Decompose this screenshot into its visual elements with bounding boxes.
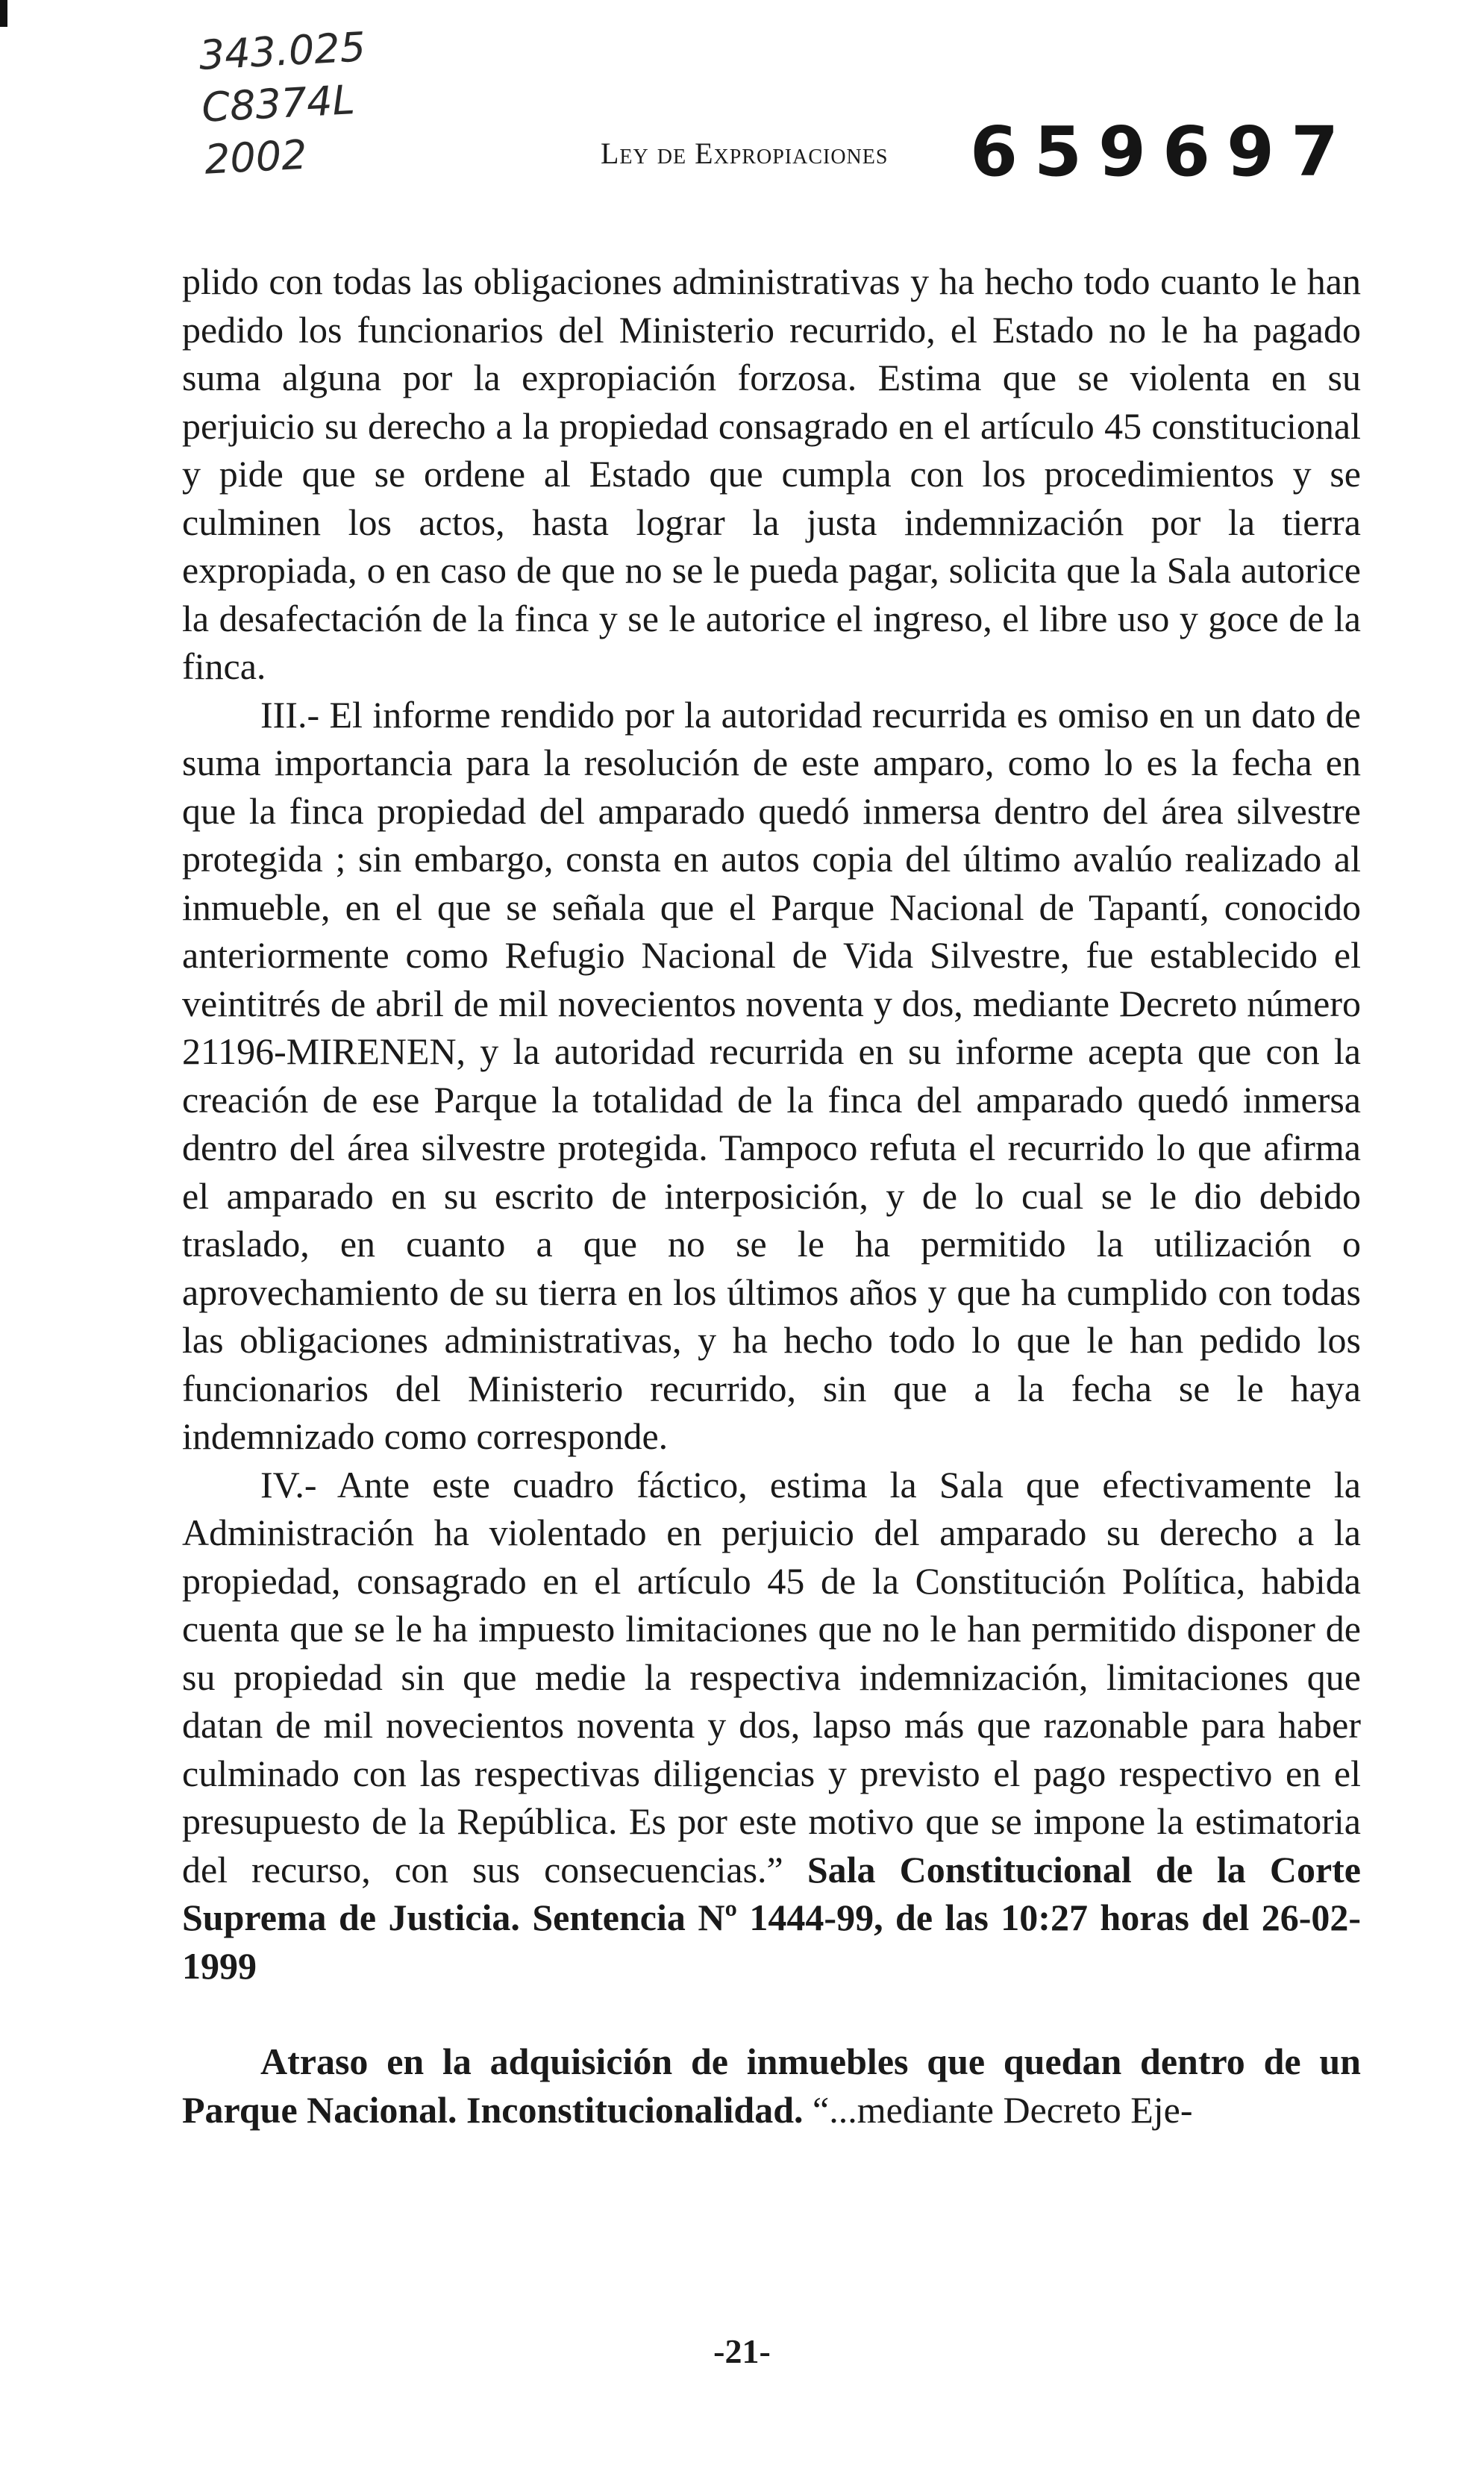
page-number: -21- xyxy=(713,2332,771,2370)
paragraph xyxy=(182,1461,1361,1991)
paragraph: III.- El informe rendido por la autoridad recurrida es omiso en un dato de suma importancia para la resolución de este amparo, como lo es la fecha en que la finca propiedad del amparado quedó inmersa dentro del área silvestre protegida ; sin embargo, consta en autos copia del último avalúo realizado al inmueble, en el que se señala que el Parque Nacional de Tapantí, conocido anteriormente como Refugio Nacional de Vida Silvestre, fue establecido el veintitrés de abril de mil novecientos noventa y dos, mediante Decreto número 21196-MIRENEN, y la autoridad recurrida en su informe acepta que con la creación de ese Parque la totalidad de la finca del amparado quedó inmersa dentro del área silvestre protegida. Tampoco refuta el recurrido lo que afirma el amparado en su escrito de interposición, y de lo cual se le dio debido traslado, en cuanto a que no se le ha permitido la utilización o aprovechamiento de su tierra en los últimos años y que ha cumplido con todas las obligaciones administrativas, y ha hecho todo lo que le han pedido los funcionarios del Ministerio recurrido, sin que a la fecha se le haya indemnizado como corresponde. xyxy=(182,693,1361,1457)
handwritten-line: 2002 xyxy=(203,131,309,184)
page-edge-mark xyxy=(0,0,7,27)
handwritten-call-number xyxy=(198,21,372,186)
paragraph-text: “...mediante Decreto Eje- xyxy=(803,2088,1193,2131)
paragraph xyxy=(182,2038,1361,2134)
paragraph-gap xyxy=(182,1990,1361,2038)
stamp-number: 659697 xyxy=(970,112,1356,192)
section-heading: Atraso en la adquisición de inmuebles que quedan dentro de un Parque Nacional. Inconstitucionalidad. xyxy=(182,2040,1361,2131)
paragraph: plido con todas las obligaciones administrativas y ha hecho todo cuanto le han pedido los funcionarios del Ministerio recurrido, el Estado no le ha pagado suma alguna por la expropiación forzosa. Estima que se violenta en su perjuicio su derecho a la propiedad consagrado en el artículo 45 constitucional y pide que se ordene al Estado que cumpla con los procedimientos y se culminen los actos, hasta lograr la justa indemnización por la tierra expropiada, o en caso de que no se le pueda pagar, solicita que la Sala autorice la desafectación de la finca y se le autorice el ingreso, el libre uso y goce de la finca. xyxy=(182,260,1361,687)
paragraph-text: IV.- Ante este cuadro fáctico, estima la Sala que efectivamente la Administración ha violentado en perjuicio del amparado su derecho a la propiedad, consagrado en el artículo 45 de la Constitución Política, habida cuenta que se le ha impuesto limitaciones que no le han permitido disponer de su propiedad sin que medie la respectiva indemnización, limitaciones que datan de mil novecientos noventa y dos, lapso más que razonable para haber culminado con las respectivas diligencias y previsto el pago respectivo en el presupuesto de la República. Es por este motivo que se impone la estimatoria del recurso, con sus consecuencias.” xyxy=(182,1463,1361,1891)
running-head: Ley de Expropiaciones xyxy=(601,137,889,170)
body-text xyxy=(182,257,1361,2134)
handwritten-line: 343.025 xyxy=(198,23,367,79)
case-citation: Sala Constitucional de la Corte Suprema de Justicia. Sentencia Nº 1444-99, de las 10:27 horas del 26-02-1999 xyxy=(182,1848,1361,1987)
handwritten-line: C8374L xyxy=(200,76,357,131)
